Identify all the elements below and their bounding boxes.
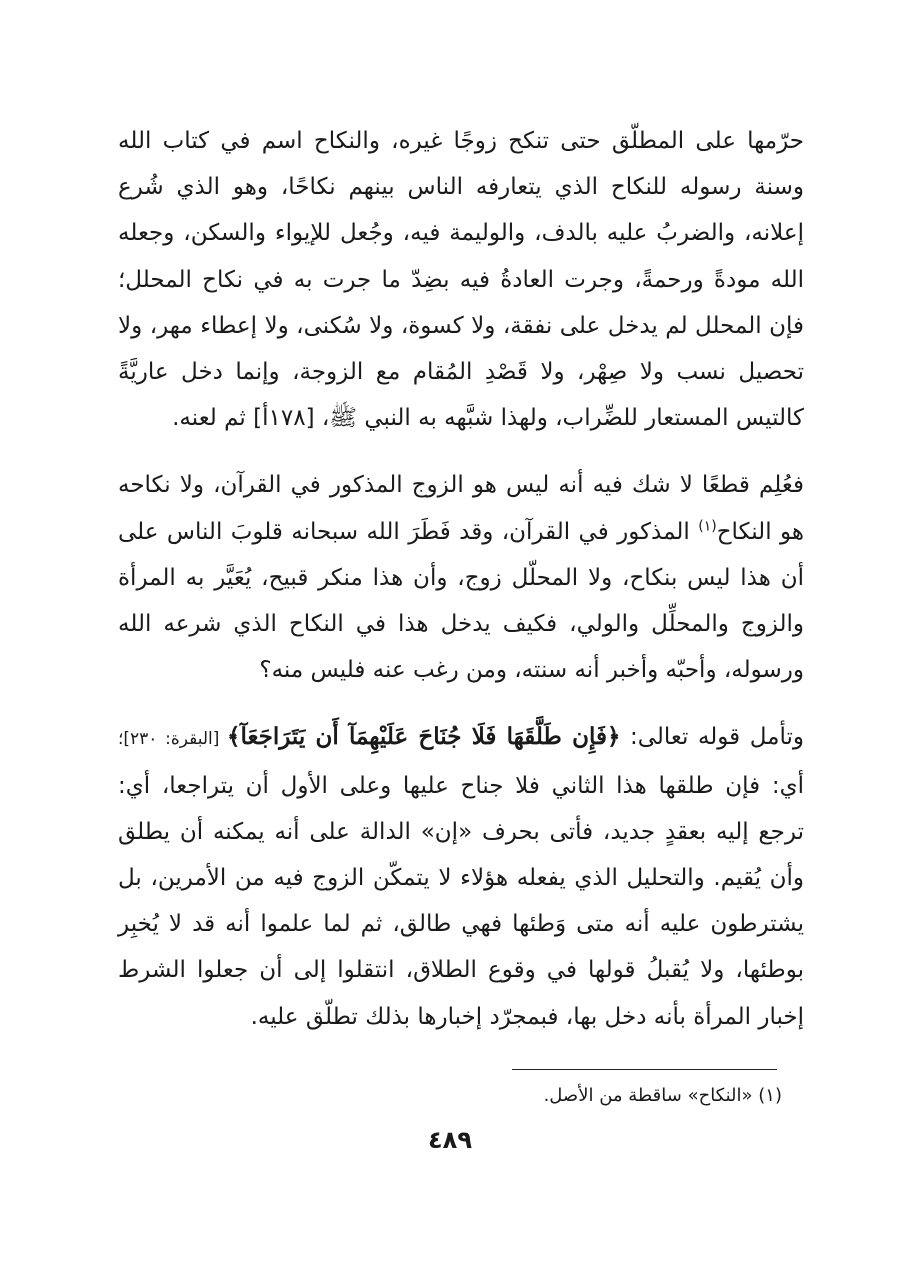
- footnote-divider: [512, 1069, 777, 1070]
- page-number: ٤٨٩: [428, 1126, 472, 1154]
- paragraph-2-text-end: المذكور في القرآن، وقد فَطَرَ الله سبحانه قلوبَ الناس على أن هذا ليس بنكاح، ولا المحلّل زوج، وأن هذا منكر قبيح، يُعَيَّر به المرأة والزوج والمحلِّل والولي، فكيف يدخل هذا في النكاح الذي شرعه الله ورسوله، وأحبّه وأخبر أنه سنته، ومن رغب عنه فليس منه؟: [118, 518, 804, 684]
- quran-verse: ﴿فَإِن طَلَّقَهَا فَلَا جُنَاحَ عَلَيْهِمَآ أَن يَتَرَاجَعَآ﴾: [227, 723, 621, 751]
- verse-reference: [البقرة: ٢٣٠]؛: [118, 729, 228, 750]
- paragraph-2-text-start: فعُلِم قطعًا لا شك فيه أنه ليس هو الزوج المذكور في القرآن، ولا نكاحه هو النكاح: [118, 472, 804, 545]
- footnote-marker[interactable]: (١): [698, 517, 717, 534]
- paragraph-3-lead: وتأمل قوله تعالى:: [620, 724, 804, 751]
- paragraph-3: [118, 714, 804, 1039]
- paragraph-1-text: حرّمها على المطلّق حتى تنكح زوجًا غيره، والنكاح اسم في كتاب الله وسنة رسوله للنكاح الذي يتعارفه الناس بينهم نكاحًا، وهو الذي شُرع إعلانه، والضربُ عليه بالدف، والوليمة فيه، وجُعل للإيواء والسكن، وجعله الله مودةً ورحمةً، وجرت العادةُ فيه بضِدّ ما جرت به في نكاح المحلل؛ فإن المحلل لم يدخل على نفقة، ولا كسوة، ولا سُكنى، ولا إعطاء مهر، ولا تحصيل نسب ولا صِهْر، ولا قَصْدِ المُقام مع الزوجة، وإنما دخل عاريَّةً كالتيس المستعار للضِّراب، ولهذا شبَّهه به النبي ﷺ، [١٧٨أ] ثم لعنه.: [118, 128, 804, 432]
- footnote: (١) «النكاح» ساقطة من الأصل.: [543, 1085, 782, 1106]
- paragraph-3-text: أي: فإن طلقها هذا الثاني فلا جناح عليها وعلى الأول أن يتراجعا، أي: ترجع إليه بعقدٍ جديد، فأتى بحرف «إن» الدالة على أنه يمكنه أن يطلق وأن يُقيم. والتحليل الذي يفعله هؤلاء لا يتمكّن الزوج فيه من الأمرين، بل يشترطون عليه أنه متى وَطئها فهي طالق، ثم لما علموا أنه قد لا يُخبِر بوطئها، ولا يُقبلُ قولها في وقوع الطلاق، انتقلوا إلى أن جعلوا الشرط إخبار المرأة بأنه دخل بها، فبمجرّد إخبارها بذلك تطلّق عليه.: [118, 772, 804, 1030]
- main-text-block: [118, 118, 804, 1040]
- paragraph-1: [118, 118, 804, 441]
- paragraph-2: [118, 462, 804, 693]
